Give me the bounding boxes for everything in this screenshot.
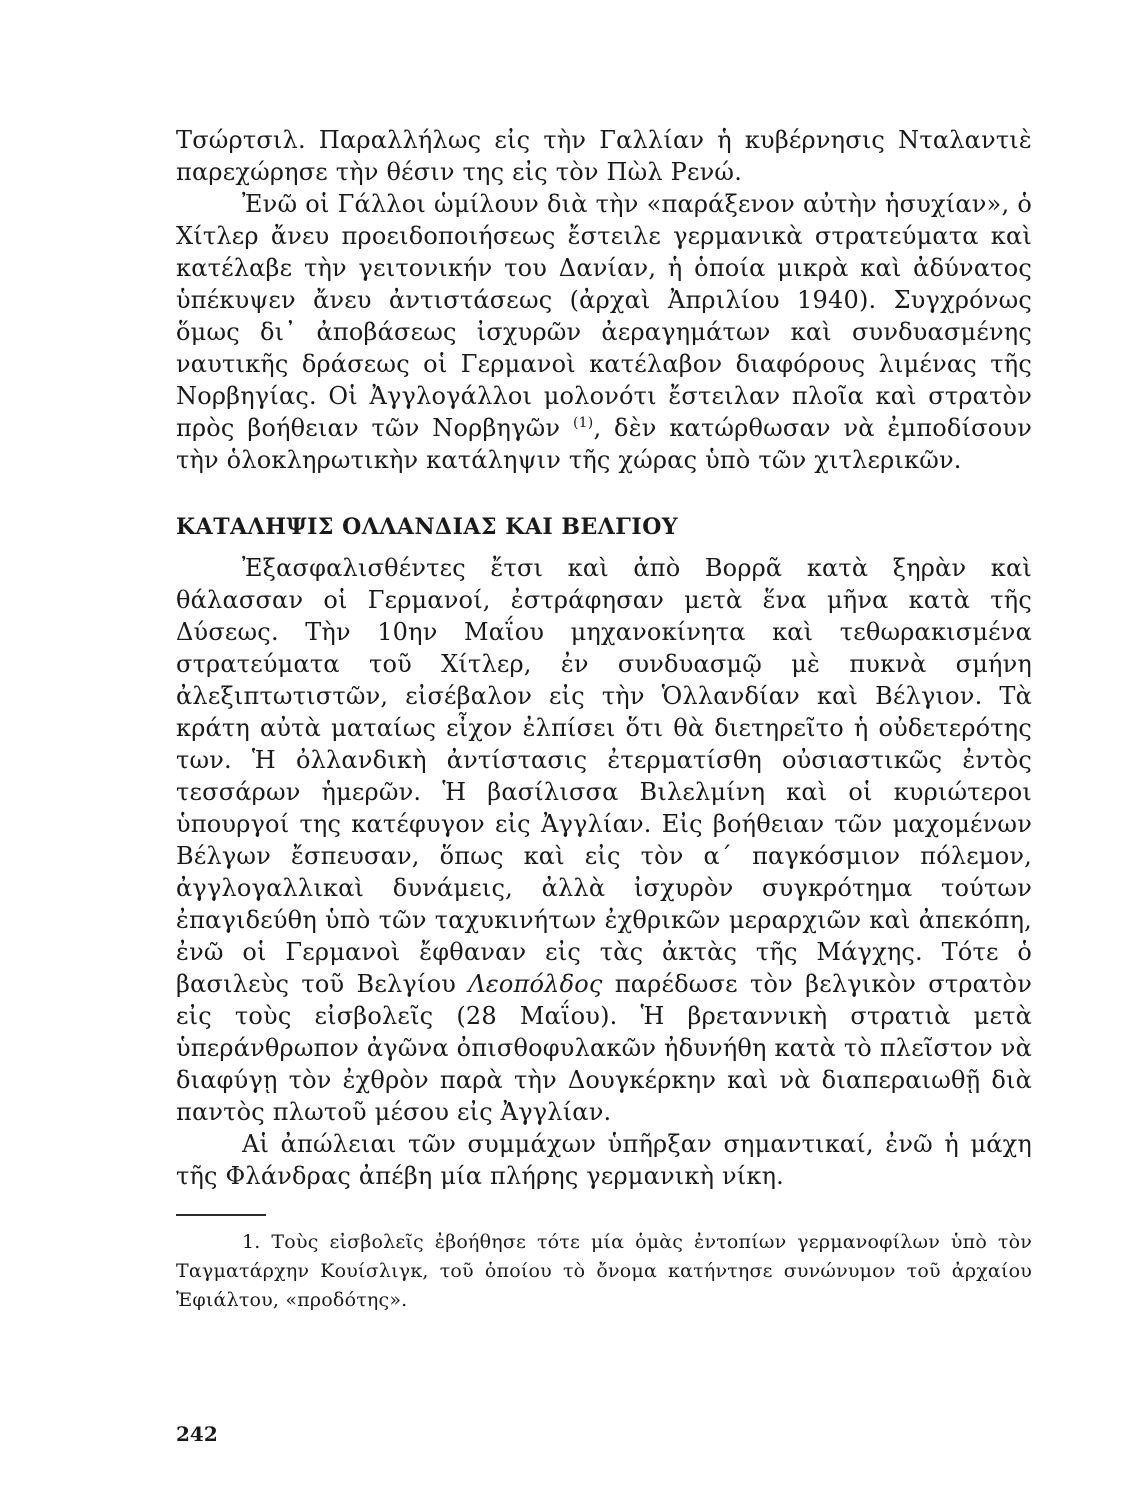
page-number: 242 bbox=[176, 1422, 218, 1446]
paragraph-text: Ἐξασφαλισθέντες ἔτσι καὶ ἀπὸ Βορρᾶ κατὰ ξηρὰν καὶ θάλασσαν οἱ Γερμανοί, ἐστράφησαν μετὰ ἕνα μῆνα κατὰ τῆς Δύσεως. Τὴν 10ην Μαΐου μηχανοκίνητα καὶ τεθωρακισμένα στρατεύματα τοῦ Χίτλερ, ἐν συνδυασμῷ μὲ πυκνὰ σμήνη ἀλεξιπτωτιστῶν, εἰσέβαλον εἰς τὴν Ὁλλανδίαν καὶ Βέλγιον. Τὰ κράτη αὐτὰ ματαίως εἶχον ἐλπίσει ὅτι θὰ διετηρεῖτο ἡ οὐδετερότης των. Ἡ ὀλλανδικὴ ἀντίστασις ἐτερματίσθη οὐσιαστικῶς ἐντὸς τεσσάρων ἡμερῶν. Ἡ βασίλισσα Βιλελμίνη καὶ οἱ κυριώτεροι ὑπουργοί της κατέφυγον εἰς Ἀγγλίαν. Εἰς βοήθειαν τῶν μαχομένων Βέλγων ἔσπευσαν, ὅπως καὶ εἰς τὸν α΄ παγκόσμιον πόλεμον, ἀγγλογαλλικαὶ δυνάμεις, ἀλλὰ ἰσχυρὸν συγκρότημα τούτων ἐπαγιδεύθη ὑπὸ τῶν ταχυκινήτων ἐχθρικῶν μεραρχιῶν καὶ ἀπεκόπη, ἐνῶ οἱ Γερμανοὶ ἔφθαναν εἰς τὰς ἀκτὰς τῆς Μάγχης. Τότε ὁ βασιλεὺς τοῦ Βελγίου bbox=[176, 554, 1032, 998]
footnote-reference: (1) bbox=[573, 415, 594, 431]
footnote: 1. Τοὺς εἰσβολεῖς ἐβοήθησε τότε μία ὁμὰς ἐντοπίων γερμανοφίλων ὑπὸ τὸν Ταγματάρχην Κουίσλιγκ, τοῦ ὁποίου τὸ ὄνομα κατήντησε συνώνυμον τοῦ ἀρχαίου Ἐφιάλτου, «προδότης». bbox=[176, 1231, 1032, 1311]
paragraph-continuation: Τσώρτσιλ. Παραλλήλως εἰς τὴν Γαλλίαν ἡ κυβέρνησις Νταλαντιὲ παρεχώρησε τὴν θέσιν της εἰς τὸν Πὼλ Ρενώ. bbox=[176, 126, 1032, 186]
paragraph-text-end: παρέδωσε τὸν βελγικὸν στρατὸν εἰς τοὺς εἰσβολεῖς (28 Μαΐου). Ἡ βρεταννικὴ στρατιὰ μετὰ ὑπεράνθρωπον ἀγῶνα ὀπισθοφυλακῶν ἠδυνήθη κατὰ τὸ πλεῖστον νὰ διαφύγῃ τὸν ἐχθρὸν παρὰ τὴν Δουγκέρκην καὶ νὰ διαπεραιωθῇ διὰ παντὸς πλωτοῦ μέσου εἰς Ἀγγλίαν. bbox=[176, 970, 1032, 1126]
section-heading: ΚΑΤΑΛΗΨΙΣ ΟΛΛΑΝΔΙΑΣ ΚΑΙ ΒΕΛΓΙΟΥ bbox=[176, 514, 679, 540]
paragraph-invasion bbox=[176, 552, 1032, 1128]
italic-name: Λεοπόλδος bbox=[468, 970, 603, 998]
page-body bbox=[176, 124, 1032, 1315]
paragraph-text-end: , δὲν κατώρθωσαν νὰ ἐμποδίσουν τὴν ὁλοκληρωτικὴν κατάληψιν τῆς χώρας ὑπὸ τῶν χιτλερικῶν. bbox=[176, 414, 1032, 474]
paragraph-flanders: Αἱ ἀπώλειαι τῶν συμμάχων ὑπῆρξαν σημαντικαί, ἐνῶ ἡ μάχη τῆς Φλάνδρας ἀπέβη μία πλήρης γερμανικὴ νίκη. bbox=[176, 1130, 1032, 1190]
paragraph-denmark-norway bbox=[176, 188, 1032, 476]
footnote-divider bbox=[176, 1214, 266, 1216]
paragraph-text: Ἐνῶ οἱ Γάλλοι ὡμίλουν διὰ τὴν «παράξενον αὐτὴν ἡσυχίαν», ὁ Χίτλερ ἄνευ προειδοποιήσεως ἔστειλε γερμανικὰ στρατεύματα καὶ κατέλαβε τὴν γειτονικήν του Δανίαν, ἡ ὁποία μικρὰ καὶ ἀδύνατος ὑπέκυψεν ἄνευ ἀντιστάσεως (ἀρχαὶ Ἀπριλίου 1940). Συγχρόνως ὅμως δι᾽ ἀποβάσεως ἰσχυρῶν ἀεραγημάτων καὶ συνδυασμένης ναυτικῆς δράσεως οἱ Γερμανοὶ κατέλαβον διαφόρους λιμένας τῆς Νορβηγίας. Οἱ Ἀγγλογάλλοι μολονότι ἔστειλαν πλοῖα καὶ στρατὸν πρὸς βοήθειαν τῶν Νορβηγῶν bbox=[176, 190, 1032, 442]
